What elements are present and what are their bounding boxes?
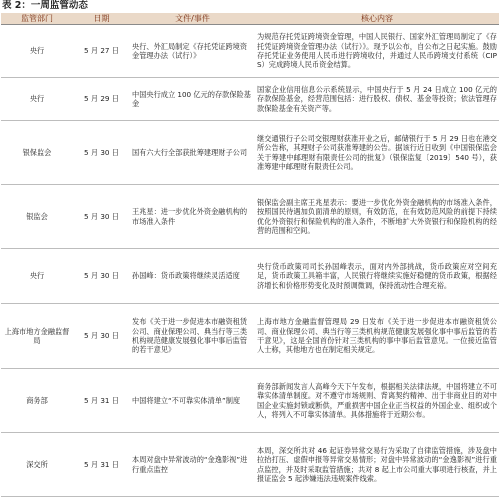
header-date: 日期 — [73, 13, 130, 25]
cell-dept: 央行 — [1, 249, 73, 304]
cell-doc: 中国将建立“不可靠实体清单”制度 — [130, 369, 255, 433]
cell-date: 5 月 29 日 — [73, 78, 130, 121]
cell-doc: 孙国峰：货币政策将继续灵活适度 — [130, 249, 255, 304]
cell-doc: 央行、外汇局制定《存托凭证跨境资金管理办法（试行）》 — [130, 25, 255, 78]
header-doc: 文件/事件 — [130, 13, 255, 25]
table-row — [1, 78, 499, 121]
cell-date: 5 月 30 日 — [73, 249, 130, 304]
table-row — [1, 369, 499, 433]
table-header-row — [1, 13, 499, 25]
cell-date: 5 月 31 日 — [73, 369, 130, 433]
table-row — [1, 121, 499, 185]
cell-dept: 商务部 — [1, 369, 73, 433]
cell-content: 上海市地方金融监督管理局 29 日发布《关于进一步促进本市融资租赁公司、商业保理公司、典当行等三类机构规范健康发展强化事中事后监管的若干意见》，这是全国首份针对三类机构的事中事后监管意见。一位接近监管人士称，其他地方也在制定相关规定。 — [255, 304, 499, 369]
table-caption: 表 2：一周监管动态 — [2, 0, 88, 11]
cell-content: 央行货币政策司司长孙国峰表示，面对内外部挑战，货币政策应对空间充足，货币政策工具箱丰富，人民银行将继续实施好稳健的货币政策，根据经济增长和价格形势变化及时预调微调，保持流动性合理充裕。 — [255, 249, 499, 304]
cell-dept: 深交所 — [1, 433, 73, 497]
cell-date: 5 月 30 日 — [73, 121, 130, 185]
regulatory-table — [1, 13, 499, 497]
cell-doc: 发布《关于进一步促进本市融资租赁公司、商业保理公司、典当行等三类机构规范健康发展强化事中事后监管的若干意见》 — [130, 304, 255, 369]
cell-dept: 银监会 — [1, 185, 73, 249]
cell-content: 继交通银行子公司交银理财获准开业之后，邮储银行于 5 月 29 日也在港交所公告称，其理财子公司获准筹建的公告。据该行近日收到《中国银保监会关于筹建中邮理财有限责任公司的批复》（银保监复〔2019〕540 号），获准筹建中邮理财有限责任公司。 — [255, 121, 499, 185]
cell-doc: 王兆星：进一步优化外资金融机构的市场准入条件 — [130, 185, 255, 249]
cell-dept: 上海市地方金融监督局 — [1, 304, 73, 369]
cell-dept: 央行 — [1, 25, 73, 78]
cell-content: 为规范存托凭证跨境资金管理，中国人民银行、国家外汇管理局制定了《存托凭证跨境资金管理办法（试行）》。现予以公布，自公布之日起实施。鼓励存托凭证业务使用人民币进行跨境收付，并通过人民币跨境支付系统（CIPS）完成跨境人民币资金结算。 — [255, 25, 499, 78]
cell-content: 商务部新闻发言人高峰今天下午发布，根据相关法律法规，中国将建立不可靠实体清单制度。对不遵守市场规则、背离契约精神、出于非商业目的对中国企业实施封锁或断供，严重损害中国企业正当权益的外国企业、组织或个人，将列入不可靠实体清单。具体措施将于近期公布。 — [255, 369, 499, 433]
table-row — [1, 249, 499, 304]
header-dept: 监管部门 — [1, 13, 73, 25]
cell-date: 5 月 30 日 — [73, 185, 130, 249]
cell-doc: 本周对盘中异常波动的“金逸影视”进行重点监控 — [130, 433, 255, 497]
table-row — [1, 25, 499, 78]
header-content: 核心内容 — [255, 13, 499, 25]
cell-dept: 央行 — [1, 78, 73, 121]
table-row — [1, 185, 499, 249]
cell-date: 5 月 27 日 — [73, 25, 130, 78]
cell-date: 5 月 31 日 — [73, 433, 130, 497]
cell-doc: 国有六大行全部获批筹建理财子公司 — [130, 121, 255, 185]
cell-dept: 银保监会 — [1, 121, 73, 185]
cell-content: 本周，深交所共对 46 起证券异常交易行为采取了自律监管措施，涉及盘中拉抬打压、虚假申报等异常交易情形；对盘中异常波动的“金逸影视”进行重点监控，并及时采取监管措施；共对 8 起上市公司重大事项进行核查，并上报证监会 5 起涉嫌违法违规案件线索。 — [255, 433, 499, 497]
cell-date: 5 月 30 日 — [73, 304, 130, 369]
cell-content: 国家企业信用信息公示系统显示，中国央行于 5 月 24 日成立 100 亿元的存款保险基金，经营范围包括：进行股权、债权、基金等投资；依法管理存款保险基金有关资产等。 — [255, 78, 499, 121]
cell-content: 银保监会副主席王兆星表示：要进一步优化外资金融机构的市场准入条件，按照国民待遇加负面清单的原则，有效防范，在有效防范风险的前提下持续优化外资银行和保险机构的准入条件，不断地扩大外资银行和保险机构的经营的范围和空间。 — [255, 185, 499, 249]
cell-doc: 中国央行成立 100 亿元的存款保险基金 — [130, 78, 255, 121]
table-row — [1, 304, 499, 369]
